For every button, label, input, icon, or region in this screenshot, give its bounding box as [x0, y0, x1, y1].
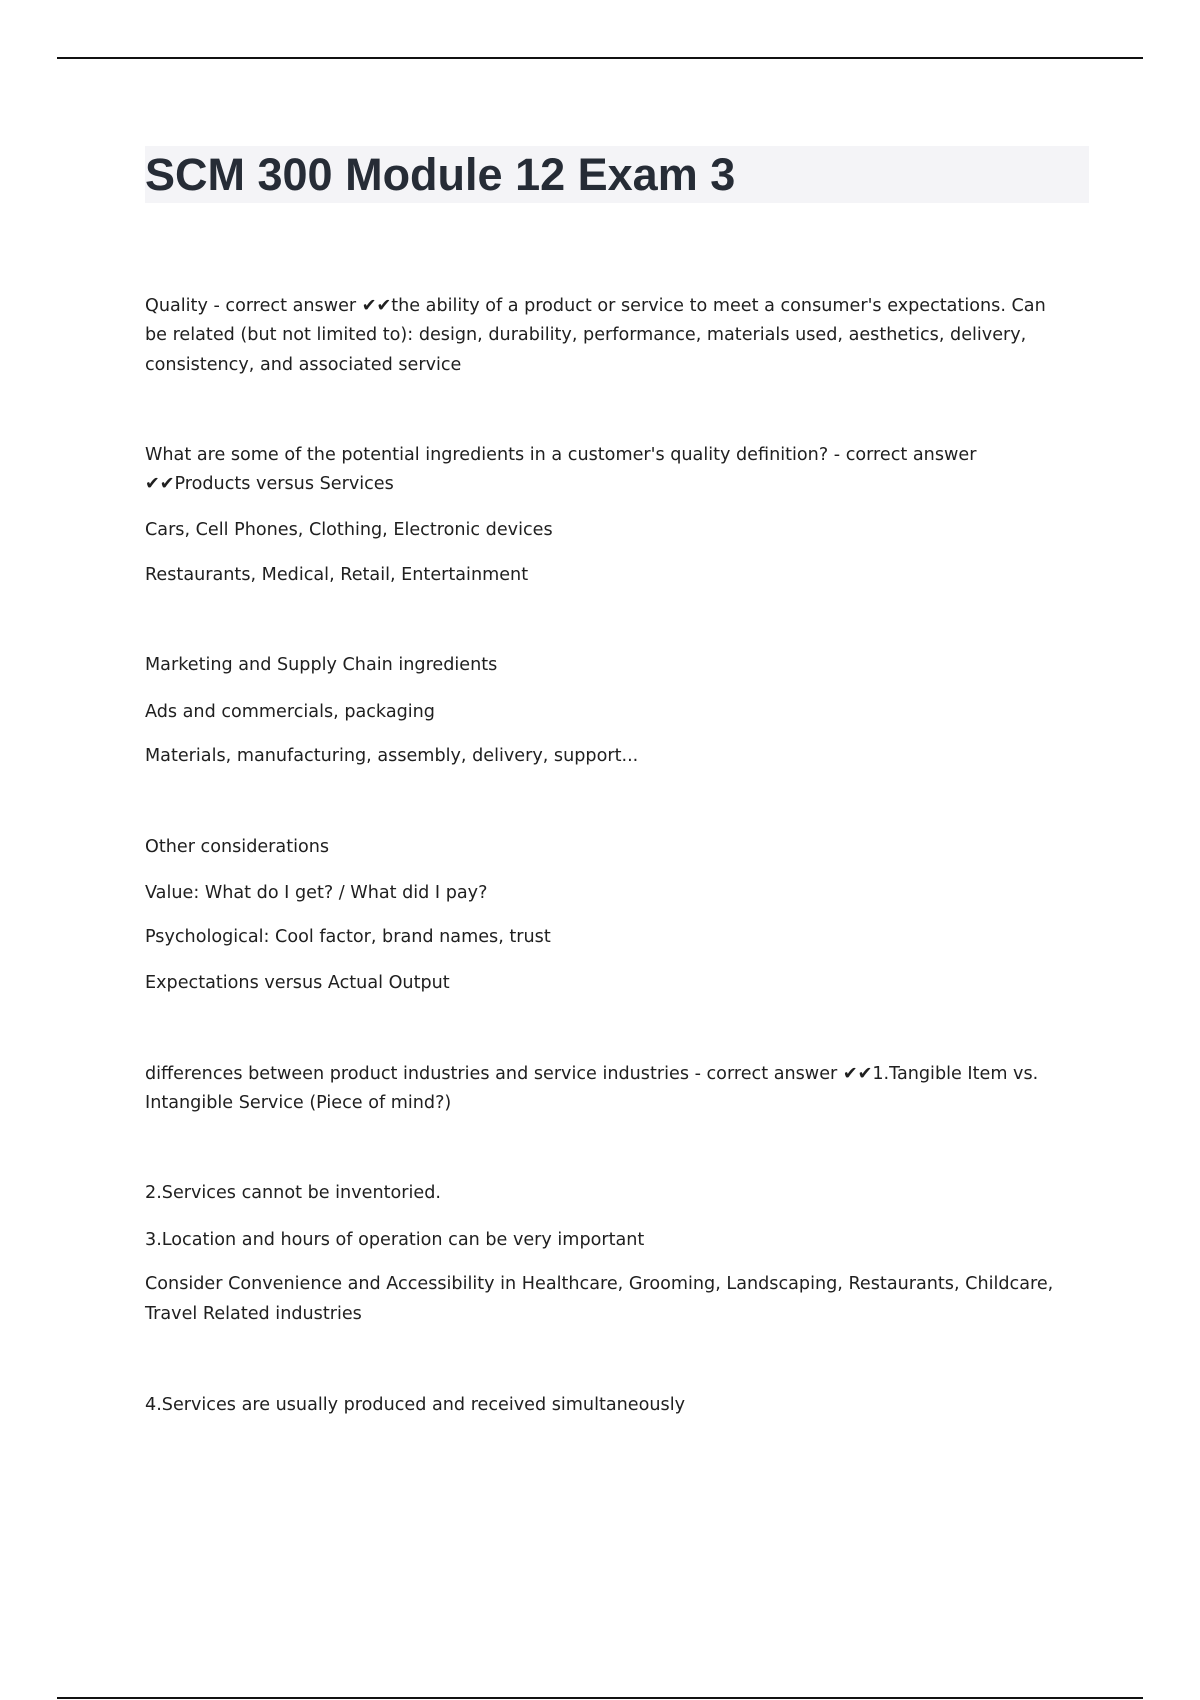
text-line: consistency, and associated service — [145, 355, 462, 375]
text-line: differences between product industries and service industries - correct answer ✔✔1.Tangible Item vs. — [145, 1064, 1039, 1084]
text-line: Marketing and Supply Chain ingredients — [145, 655, 498, 675]
text-line: Cars, Cell Phones, Clothing, Electronic devices — [145, 520, 553, 540]
text-line: 4.Services are usually produced and received simultaneously — [145, 1395, 686, 1415]
text-line: Psychological: Cool factor, brand names, trust — [145, 927, 551, 947]
bottom-rule — [57, 1697, 1143, 1699]
text-line: Intangible Service (Piece of mind?) — [145, 1093, 452, 1113]
text-line: 3.Location and hours of operation can be very important — [145, 1230, 645, 1250]
text-line: Restaurants, Medical, Retail, Entertainment — [145, 565, 529, 585]
text-line: 2.Services cannot be inventoried. — [145, 1183, 441, 1203]
page-title: SCM 300 Module 12 Exam 3 — [145, 149, 736, 200]
text-line: Travel Related industries — [145, 1304, 362, 1324]
text-line: Expectations versus Actual Output — [145, 973, 450, 993]
top-rule — [57, 57, 1143, 59]
text-line: What are some of the potential ingredients in a customer's quality definition? - correct answer — [145, 445, 977, 465]
text-line: Value: What do I get? / What did I pay? — [145, 883, 488, 903]
text-line: Consider Convenience and Accessibility in Healthcare, Grooming, Landscaping, Restaurants, Childcare, — [145, 1274, 1054, 1294]
text-line: ✔✔Products versus Services — [145, 474, 394, 494]
text-line: Materials, manufacturing, assembly, delivery, support... — [145, 746, 639, 766]
text-line: Quality - correct answer ✔✔the ability of a product or service to meet a consumer's expectations. Can — [145, 296, 1046, 316]
text-line: Other considerations — [145, 837, 330, 857]
text-line: be related (but not limited to): design, durability, performance, materials used, aesthetics, delivery, — [145, 325, 1027, 345]
text-line: Ads and commercials, packaging — [145, 702, 435, 722]
